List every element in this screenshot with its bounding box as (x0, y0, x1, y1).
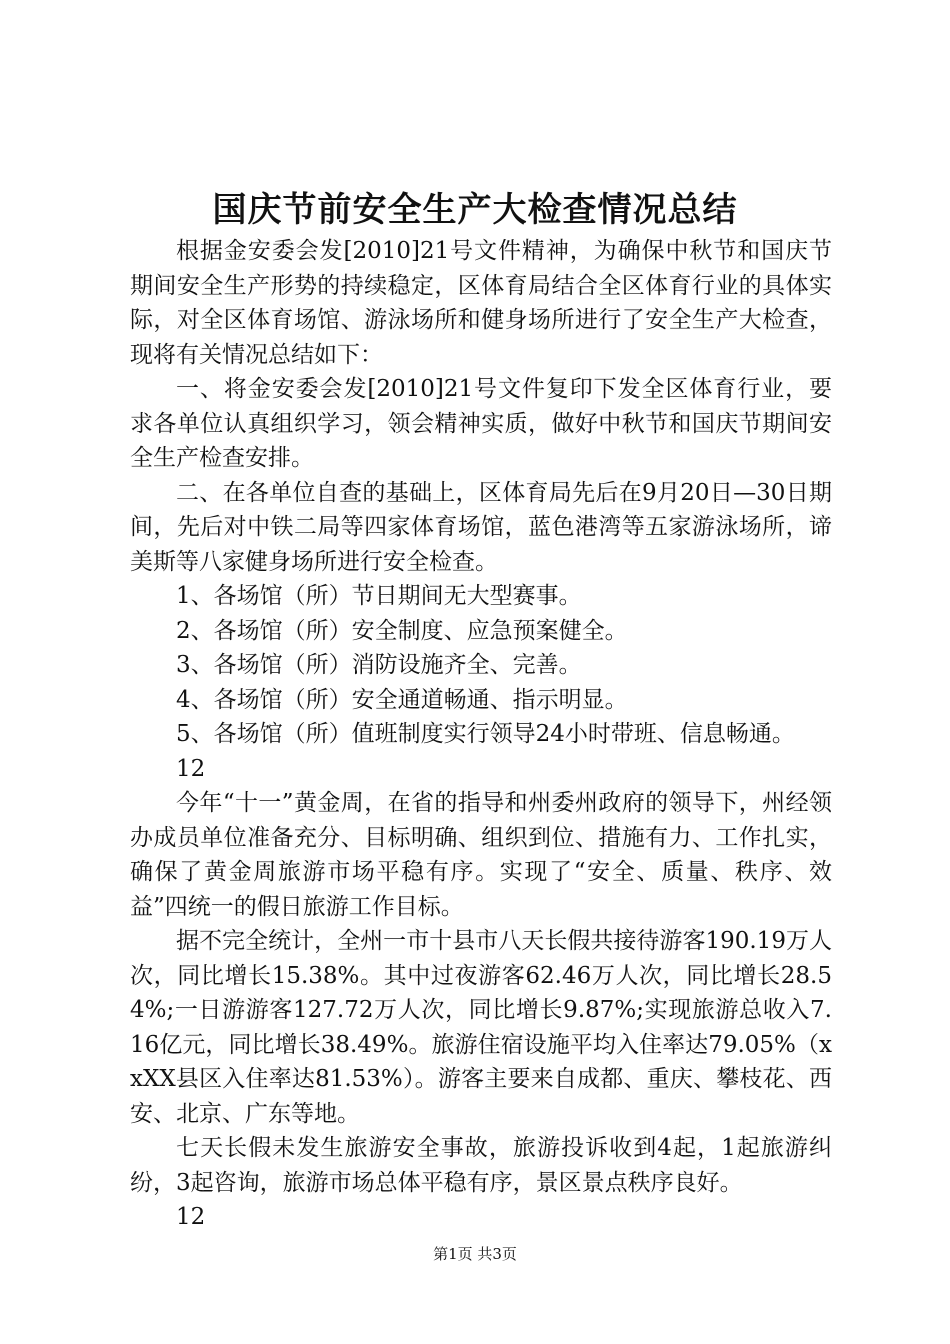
list-item-2: 2、各场馆（所）安全制度、应急预案健全。 (176, 617, 628, 644)
separator-number-end: 12 (176, 1204, 206, 1230)
paragraph-safety: 七天长假未发生旅游安全事故，旅游投诉收到4起，1起旅游纠纷，3起咨询，旅游市场总体平稳有序，景区景点秩序良好。 (130, 1135, 832, 1196)
document-title: 国庆节前安全生产大检查情况总结 (212, 190, 738, 230)
list-item-4: 4、各场馆（所）安全通道畅通、指示明显。 (176, 686, 628, 713)
list-item-3: 3、各场馆（所）消防设施齐全、完善。 (176, 652, 582, 678)
separator-number: 12 (176, 755, 206, 782)
document-body (130, 234, 832, 1235)
paragraph-statistics: 据不完全统计，全州一市十县市八天长假共接待游客190.19万人次，同比增长15.38%。其中过夜游客62.46万人次，同比增长28.54%;一日游游客127.72万人次，同比增长9.87%;实现旅游总收入7.16亿元，同比增长38.49%。旅游住宿设施平均入住率达79.05%（xxXX县区入住率达81.53%）。游客主要来自成都、重庆、攀枝花、西安、北京、广东等地。 (130, 928, 832, 1127)
list-item-1: 1、各场馆（所）节日期间无大型赛事。 (176, 583, 582, 609)
paragraph-intro: 根据金安委会发[2010]21号文件精神，为确保中秋节和国庆节期间安全生产形势的持续稳定，区体育局结合全区体育行业的具体实际，对全区体育场馆、游泳场所和健身场所进行了安全生产大检查，现将有关情况总结如下： (130, 238, 832, 368)
paragraph-golden-week: 今年“十一”黄金周，在省的指导和州委州政府的领导下，州经领办成员单位准备充分、目标明确、组织到位、措施有力、工作扎实，确保了黄金周旅游市场平稳有序。实现了“安全、质量、秩序、效益”四统一的假日旅游工作目标。 (130, 790, 832, 920)
paragraph-section-two: 二、在各单位自查的基础上，区体育局先后在9月20日—30日期间，先后对中铁二局等四家体育场馆，蓝色港湾等五家游泳场所，谛美斯等八家健身场所进行安全检查。 (130, 479, 832, 575)
paragraph-section-one: 一、将金安委会发[2010]21号文件复印下发全区体育行业，要求各单位认真组织学习，领会精神实质，做好中秋节和国庆节期间安全生产检查安排。 (130, 376, 832, 471)
list-item-5: 5、各场馆（所）值班制度实行领导24小时带班、信息畅通。 (176, 721, 795, 747)
page-footer: 第1页 共3页 (433, 1245, 517, 1263)
